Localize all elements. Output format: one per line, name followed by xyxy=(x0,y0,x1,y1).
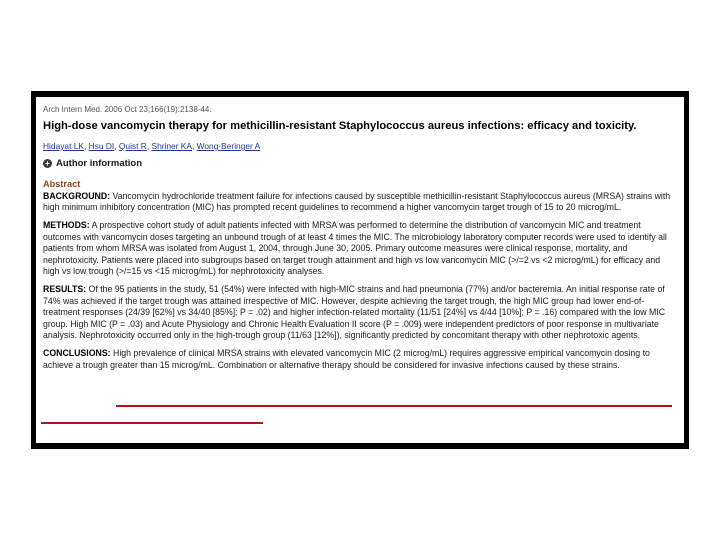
conclusions-text: High prevalence of clinical MRSA strains with elevated vancomycin MIC (2 microg/mL) requires aggressive empirical vancomycin dosing to achieve a trough greater than 15 microg/mL. Combination or alternative therapy should be considered for invasive infections caused by these strains. xyxy=(43,347,650,370)
author-link-shriner[interactable]: Shriner KA xyxy=(151,140,192,151)
author-information-toggle[interactable] xyxy=(43,158,142,170)
methods-text: A prospective cohort study of adult patients infected with MRSA was performed to determine the distribution of vancomycin MIC and treatment outcomes with vancomycin doses targeting an unbound trough of at least 4 times the MIC. The microbiology laboratory computer records were used to identify all patients from whom MRSA was isolated from August 1, 2004, through June 30, 2005. Primary outcome measures were clinical response, mortality, and nephrotoxicity. Patients were placed into subgroups based on target trough attainment and high vs low vancomycin MIC (>/=2 vs <2 microg/mL) for efficacy and high vs low trough (>/=15 vs <15 microg/mL) for nephrotoxicity analyses. xyxy=(43,219,667,277)
results-label: RESULTS: xyxy=(43,283,87,294)
abstract-results xyxy=(43,284,674,342)
author-link-wong-beringer[interactable]: Wong-Beringer A xyxy=(196,140,261,151)
results-text: Of the 95 patients in the study, 51 (54%) were infected with high-MIC strains and had pneumonia (77%) and/or bacteremia. An initial response rate of 74% was achieved if the target trough was attained irrespective of MIC. However, despite achieving the target trough, the high MIC group had lower end-of-treatment responses (24/39 [62%] vs 34/40 [85%]; P = .02) and higher infection-related mortality (11/51 [24%] vs 4/44 [10%]; P = .16) compared with the low MIC group. High MIC (P = .03) and Acute Physiology and Chronic Health Evaluation II score (P = .009) were independent predictors of poor response in multivariate analysis. Nephrotoxicity occurred only in the high-trough group (11/63 [12%]), significantly predicted by concomitant therapy with other nephrotoxic agents. xyxy=(43,283,666,341)
conclusions-label: CONCLUSIONS: xyxy=(43,347,111,358)
highlight-underline-line-2 xyxy=(41,422,263,424)
author-link-quist[interactable]: Quist R xyxy=(118,140,147,151)
background-text: Vancomycin hydrochloride treatment failure for infections caused by susceptible methicillin-resistant Staphylococcus aureus (MRSA) strains with high minimum inhibitory concentration (MIC) has prompted recent guidelines to recommend a higher vancomycin target trough of 15 to 20 microg/mL. xyxy=(43,190,671,213)
journal-citation: Arch Intern Med. 2006 Oct 23;166(19):2138-44. xyxy=(43,105,212,114)
methods-label: METHODS: xyxy=(43,219,90,230)
abstract-page xyxy=(36,97,684,443)
abstract-heading: Abstract xyxy=(43,178,81,189)
background-label: BACKGROUND: xyxy=(43,190,111,201)
expand-plus-icon[interactable]: + xyxy=(43,159,52,168)
abstract-conclusions xyxy=(43,348,674,371)
abstract-background xyxy=(43,191,674,214)
abstract-methods xyxy=(43,220,674,278)
slide-frame xyxy=(31,91,689,449)
author-link-hidayat[interactable]: Hidayat LK xyxy=(43,140,84,151)
author-link-hsu[interactable]: Hsu DI xyxy=(88,140,115,151)
highlight-underline-line-1 xyxy=(116,405,672,407)
author-list: Hidayat LK, Hsu DI, Quist R, Shriner KA, Wong-Beringer A xyxy=(43,140,261,151)
author-information-label: Author information xyxy=(56,157,143,169)
article-title: High-dose vancomycin therapy for methicillin-resistant Staphylococcus aureus infections: efficacy and toxicity. xyxy=(43,120,637,132)
